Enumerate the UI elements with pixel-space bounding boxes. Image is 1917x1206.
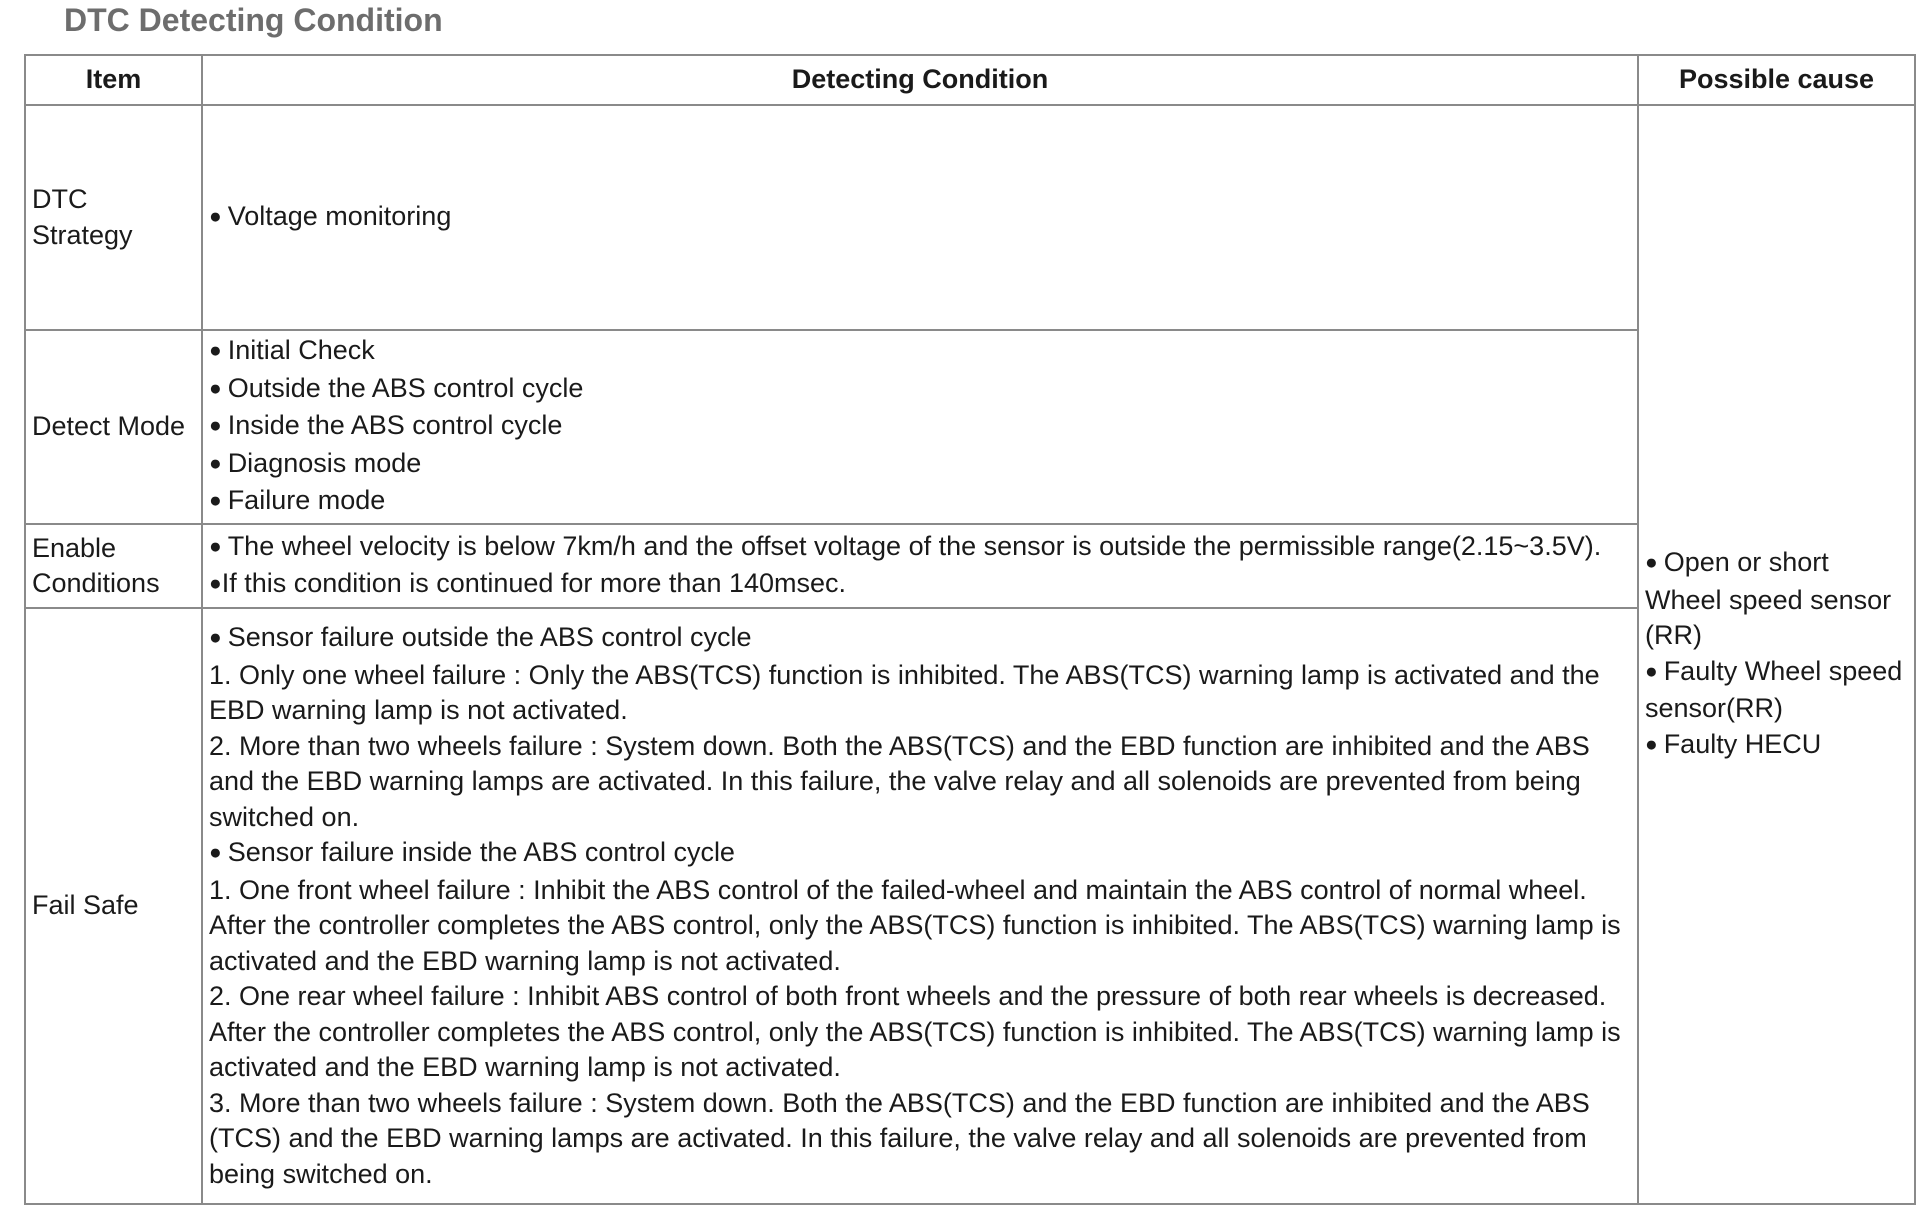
condition-line: ● Initial Check	[209, 333, 1631, 371]
condition-text: If this condition is continued for more than 140msec.	[221, 568, 847, 598]
condition-line: ● Diagnosis mode	[209, 446, 1631, 484]
cause-line: ● Open or short Wheel speed sensor (RR)	[1645, 545, 1908, 654]
table-row-enable-conditions	[25, 524, 1915, 608]
condition-line: ● Outside the ABS control cycle	[209, 371, 1631, 409]
condition-line: being switched on.	[209, 1158, 433, 1189]
page-title: DTC Detecting Condition	[64, 2, 443, 38]
condition-detect-mode	[202, 330, 1638, 524]
condition-line: ● The wheel velocity is below 7km/h and the offset voltage of the sensor is outside the permissible range(2.15~3.5V).	[209, 529, 1631, 567]
condition-line: ● Sensor failure outside the ABS control cycle	[209, 620, 1631, 658]
item-fail-safe: Fail Safe	[25, 608, 202, 1204]
item-dtc-strategy	[25, 105, 202, 330]
condition-line: 3. More than two wheels failure : System down. Both the ABS(TCS) and the EBD function are inhibited and the ABS	[209, 1087, 1590, 1118]
condition-line: After the controller completes the ABS control, only the ABS(TCS) function is inhibited. The ABS(TCS) warning lamp is	[209, 1016, 1621, 1047]
condition-fail-safe	[202, 608, 1638, 1204]
item-label: Enable Conditions	[32, 532, 160, 598]
condition-line: ● Failure mode	[209, 483, 1631, 521]
header-item: Item	[25, 55, 202, 105]
table-row-fail-safe	[25, 608, 1915, 1204]
dtc-condition-table	[24, 54, 1916, 1205]
possible-cause-cell	[1638, 105, 1915, 1204]
condition-line: EBD warning lamp is not activated.	[209, 695, 628, 725]
condition-line: switched on.	[209, 801, 360, 832]
table-row-detect-mode	[25, 330, 1915, 524]
table-row-dtc-strategy	[25, 105, 1915, 330]
condition-line: 1. Only one wheel failure : Only the ABS(TCS) function is inhibited. The ABS(TCS) warning lamp is activated and the	[209, 659, 1600, 690]
cause-line: ● Faulty HECU	[1645, 727, 1908, 765]
condition-line: activated and the EBD warning lamp is not activated.	[209, 1052, 841, 1082]
condition-dtc-strategy	[202, 105, 1638, 330]
condition-line: After the controller completes the ABS control, only the ABS(TCS) function is inhibited. The ABS(TCS) warning lamp is	[209, 910, 1621, 940]
condition-line: (TCS) and the EBD warning lamps are activated. In this failure, the valve relay and all solenoids are prevented from	[209, 1123, 1587, 1153]
header-possible-cause: Possible cause	[1638, 55, 1915, 105]
cause-line: ● Faulty Wheel speed sensor(RR)	[1645, 654, 1908, 727]
table-header-row	[25, 55, 1915, 105]
condition-line: 2. More than two wheels failure : System down. Both the ABS(TCS) and the EBD function are inhibited and the ABS	[209, 730, 1590, 761]
item-label: DTC Strategy	[32, 184, 133, 250]
header-detecting-condition: Detecting Condition	[202, 55, 1638, 105]
condition-line: 1. One front wheel failure : Inhibit the ABS control of the failed-wheel and maintain the ABS control of normal wheel.	[209, 874, 1587, 905]
condition-line: activated and the EBD warning lamp is not activated.	[209, 945, 841, 976]
condition-line: ● Sensor failure inside the ABS control cycle	[209, 835, 1631, 873]
condition-enable-conditions	[202, 524, 1638, 608]
condition-line: and the EBD warning lamps are activated. In this failure, the valve relay and all solenoids are prevented from being	[209, 766, 1581, 796]
condition-line: 2. One rear wheel failure : Inhibit ABS control of both front wheels and the pressure of both rear wheels is decreased.	[209, 981, 1607, 1011]
item-enable-conditions	[25, 524, 202, 608]
item-detect-mode: Detect Mode	[25, 330, 202, 524]
condition-line: ● Voltage monitoring	[209, 199, 1631, 237]
condition-line	[209, 566, 1631, 604]
condition-line: ● Inside the ABS control cycle	[209, 408, 1631, 446]
